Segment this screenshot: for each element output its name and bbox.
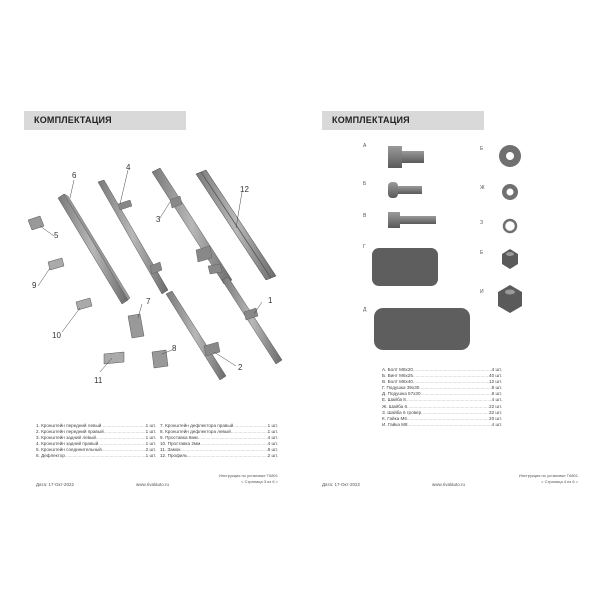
list-item: Ж. Шайба 6 ..... 22 шт. [382, 404, 502, 410]
footer-date: Дата: 17-Окт-2022 [322, 482, 361, 487]
list-item: 8. Кронштейн дефлектора левый ..... 1 шт. [160, 429, 278, 435]
list-item: А. Болт М8х20 ..... 4 шт. [382, 367, 502, 373]
part-1-bracket [222, 277, 282, 364]
footer-website: www.rivalauto.ru [432, 482, 466, 487]
washer-zh-6 [502, 184, 518, 200]
hardware-drawing [300, 130, 600, 390]
callout-5: 5 [54, 231, 59, 240]
hw-label-z: З [480, 220, 484, 226]
list-item: 6. Дефлектор ..... 1 шт. [36, 453, 156, 459]
instruction-title: Инструкция по установке Т6801 [218, 473, 278, 478]
callout-1: 1 [268, 296, 273, 305]
hw-label-v: В [363, 213, 367, 219]
bolt-a-m8x20 [388, 146, 424, 168]
hw-label-e2: Е [480, 250, 484, 256]
hw-label-e: Е [480, 146, 484, 152]
list-item: Б. Винт М6х25 ..... 40 шт. [382, 373, 502, 379]
pad-d-57x30 [374, 308, 470, 350]
washer-e-8 [499, 145, 521, 167]
instruction-title: Инструкция по установке Т6801 [518, 473, 578, 478]
callout-12: 12 [240, 185, 249, 194]
list-item: 3. Кронштейн задний левый ..... 1 шт. [36, 435, 156, 441]
part-7-deflector-bracket [128, 314, 144, 338]
hw-label-zh: Ж [480, 185, 485, 191]
bolt-v-m6x40 [388, 212, 436, 228]
callout-10: 10 [52, 331, 61, 340]
nut-k-m6 [502, 249, 518, 269]
parts-list-col2 [160, 423, 278, 460]
washer-z-6-grover [504, 220, 516, 232]
footer-instruction [219, 473, 278, 485]
screw-b-m6x25 [388, 182, 422, 198]
part-5-connector [28, 216, 44, 230]
list-item: Д. Подушка 57х30 ..... 8 шт. [382, 391, 502, 397]
part-2-bracket [166, 291, 226, 380]
list-item: 4. Кронштейн задний правый ..... 1 шт. [36, 441, 156, 447]
list-item: 11. Замок ..... 8 шт. [160, 447, 278, 453]
list-item: К. Гайка М6 ..... 20 шт. [382, 416, 502, 422]
list-item: 7. Кронштейн дефлектора правый ..... 1 шт. [160, 423, 278, 429]
list-item: 1. Кронштейн передний левый ..... 1 шт. [36, 423, 156, 429]
part-12-profile [196, 170, 276, 280]
parts-list-col1 [36, 423, 156, 460]
right-section-header: КОМПЛЕКТАЦИЯ [322, 111, 484, 130]
callout-3: 3 [156, 215, 161, 224]
callout-6: 6 [72, 171, 77, 180]
list-item: 5. Кронштейн соединительный ..... 2 шт. [36, 447, 156, 453]
hardware-list [382, 367, 502, 428]
list-item: Г. Подушка 39х30 ..... 8 шт. [382, 385, 502, 391]
footer-website: www.rivalauto.ru [136, 482, 170, 487]
part-11-lock [104, 352, 124, 364]
callout-11: 11 [94, 376, 103, 385]
callout-4: 4 [126, 163, 131, 172]
callout-2: 2 [238, 363, 243, 372]
part-9-spacer [48, 258, 64, 270]
part-10-spacer [76, 298, 92, 310]
callout-7: 7 [146, 297, 151, 306]
pad-g-39x30 [372, 248, 438, 286]
footer-instruction [519, 473, 578, 485]
list-item: 9. Проставка 6мм ..... 4 шт. [160, 435, 278, 441]
footer-date: Дата: 17-Окт-2022 [36, 482, 75, 487]
hw-label-i: И [480, 289, 484, 295]
hw-label-b: Б [363, 181, 367, 187]
parts-drawing [0, 140, 300, 400]
list-item: 10. Проставка 2мм ..... 4 шт. [160, 441, 278, 447]
callout-9: 9 [32, 281, 37, 290]
part-3-bracket [152, 168, 232, 284]
list-item: 2. Кронштейн передний правый ..... 1 шт. [36, 429, 156, 435]
list-item: И. Гайка М8 ..... 4 шт. [382, 422, 502, 428]
list-item: В. Болт М6х40 ..... 12 шт. [382, 379, 502, 385]
callout-8: 8 [172, 344, 177, 353]
list-item: 12. Профиль ..... 2 шт. [160, 453, 278, 459]
page-number: < Страница 4 из 6 > [541, 479, 578, 484]
nut-i-m8 [498, 285, 522, 313]
list-item: З. Шайба 6 гровер ..... 32 шт. [382, 410, 502, 416]
hw-label-g: Г [363, 244, 366, 250]
left-section-header: КОМПЛЕКТАЦИЯ [24, 111, 186, 130]
hw-label-a: А [363, 143, 367, 149]
list-item: Е. Шайба 8 ..... 4 шт. [382, 397, 502, 403]
right-page [300, 0, 600, 600]
hw-label-d: Д [363, 307, 367, 313]
page-number: < Страница 3 из 6 > [241, 479, 278, 484]
